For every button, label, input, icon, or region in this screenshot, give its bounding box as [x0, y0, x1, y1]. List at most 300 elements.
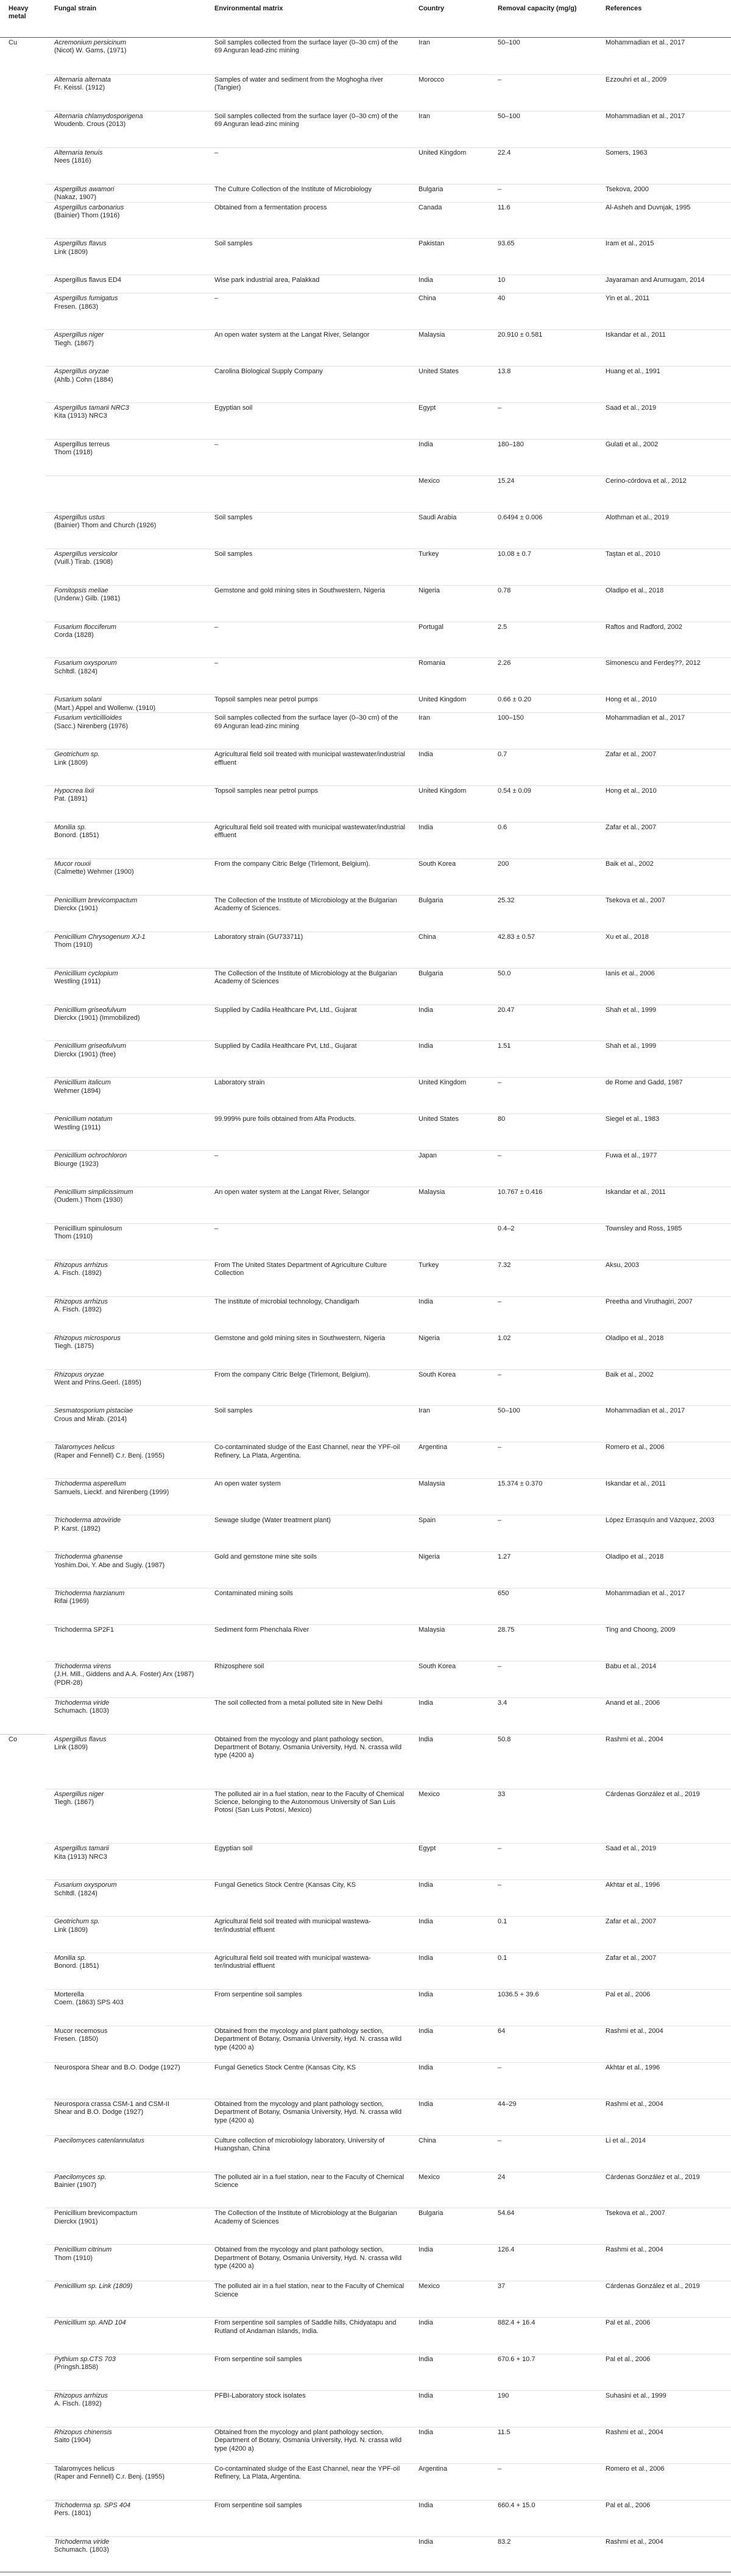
strain-author: Thom (1910): [54, 2254, 93, 2262]
country-cell: Iran: [410, 712, 489, 749]
strain-author: Pers. (1801): [54, 2510, 91, 2518]
environmental-matrix-cell: Topsoil samples near petrol pumps: [206, 785, 410, 822]
strain-author: (Pringsh.1858): [54, 2364, 99, 2371]
strain-author: (Nicot) W. Gams, (1971): [54, 47, 127, 55]
strain-author: Fr. Keissl. (1912): [54, 84, 105, 92]
strain-cell: [46, 1843, 206, 1879]
strain-author: Kita (1913) NRC3: [54, 1853, 107, 1861]
strain-author: Thom (1910): [54, 1233, 93, 1241]
reference-cell: Pal et al., 2006: [597, 1989, 731, 2026]
country-cell: [410, 1223, 489, 1260]
strain-cell: [46, 2208, 206, 2244]
strain-cell: [46, 2026, 206, 2062]
country-cell: South Korea: [410, 858, 489, 895]
strain-name: Rhizopus arrhizus: [54, 1261, 108, 1269]
strain-author: Westling (1911): [54, 978, 101, 986]
reference-cell: Townsley and Ross, 1985: [597, 1223, 731, 1260]
environmental-matrix-cell: From the company Citric Belge (Tirlemont, Belgium).: [206, 1369, 410, 1406]
strain-cell: [46, 1442, 206, 1478]
header-environmental-matrix: Environmental matrix: [206, 0, 410, 38]
header-removal-capacity: Removal capacity (mg/g): [489, 0, 597, 38]
country-cell: Nigeria: [410, 1551, 489, 1588]
country-cell: United States: [410, 1114, 489, 1150]
removal-capacity-cell: 11.5: [489, 2427, 597, 2463]
country-cell: India: [410, 2500, 489, 2536]
strain-cell: [46, 1223, 206, 1260]
environmental-matrix-cell: Samples of water and sediment from the Moghogha river (Tangier): [206, 74, 410, 111]
environmental-matrix-cell: Obtained from the mycology and plant pathology section, Department of Botany, Osmania University, Hyd. N. crassa wild type (4200 a): [206, 2026, 410, 2062]
environmental-matrix-cell: The Collection of the Institute of Microbiology at the Bulgarian Academy of Sciences: [206, 968, 410, 1005]
strain-name: Fusarium verticillioides: [54, 714, 122, 722]
strain-name: Aspergillus ustus: [54, 513, 105, 521]
strain-name: Neurospora crassa CSM-1 and CSM-II: [54, 2100, 169, 2108]
country-cell: United Kingdom: [410, 785, 489, 822]
environmental-matrix-cell: Agricultural field soil treated with municipal wastewater/industrial effluent: [206, 822, 410, 858]
strain-cell: [46, 785, 206, 822]
reference-cell: Somers, 1963: [597, 147, 731, 184]
reference-cell: Akhtar et al., 1996: [597, 1879, 731, 1916]
strain-cell: [46, 694, 206, 712]
strain-cell: [46, 585, 206, 622]
strain-name: Penicillium ochrochloron: [54, 1152, 127, 1160]
strain-cell: [46, 822, 206, 858]
country-cell: Nigeria: [410, 585, 489, 622]
removal-capacity-cell: 0.6494 ± 0.006: [489, 512, 597, 549]
environmental-matrix-cell: Obtained from a fermentation process: [206, 202, 410, 239]
strain-author: (J.H. Mill., Giddens and A.A. Foster) Arx (1987) (PDR-28): [54, 1671, 194, 1686]
environmental-matrix-cell: Agricultural field soil treated with municipal wastewa-ter/industrial effluent: [206, 1916, 410, 1953]
removal-capacity-cell: 50–100: [498, 39, 520, 46]
strain-name: Penicillium Chrysogenum XJ-1: [54, 933, 146, 941]
strain-cell: [46, 749, 206, 785]
strain-name: Penicillium simplicissimum: [54, 1188, 133, 1196]
strain-cell: [46, 2390, 206, 2427]
strain-cell: [46, 1588, 206, 1624]
country-cell: India: [410, 2317, 489, 2354]
strain-cell: [46, 1953, 206, 1989]
reference-cell: Preetha and Viruthagiri, 2007: [597, 1296, 731, 1333]
environmental-matrix-cell: Supplied by Cadila Healthcare Pvt, Ltd., Gujarat: [206, 1005, 410, 1041]
reference-cell: Hong et al., 2010: [597, 785, 731, 822]
country-cell: India: [410, 2536, 489, 2573]
environmental-matrix-cell: The Culture Collection of the Institute of Microbiology: [206, 184, 410, 202]
strain-author: Pat. (1891): [54, 795, 88, 803]
removal-capacity-cell: 126.4: [489, 2244, 597, 2281]
strain-name: Aspergillus oryzae: [54, 368, 109, 376]
reference-cell: Shah et al., 1999: [597, 1041, 731, 1077]
reference-cell: Mohammadian et al., 2017: [597, 111, 731, 147]
removal-capacity-cell: 2.5: [489, 622, 597, 658]
reference-cell: Cerino-córdova et al., 2012: [597, 476, 731, 512]
country-cell: Saudi Arabia: [410, 512, 489, 549]
environmental-matrix-cell: Carolina Biological Supply Company: [206, 366, 410, 402]
strain-name: Paecilomyces catenlannulatus: [54, 2136, 144, 2144]
strain-cell: [46, 1150, 206, 1187]
environmental-matrix-cell: Soil samples: [206, 549, 410, 585]
removal-capacity-cell: 0.6: [489, 822, 597, 858]
environmental-matrix-cell: Culture collection of microbiology laboratory, University of Huangshan, China: [206, 2135, 410, 2172]
environmental-matrix-cell: An open water system: [206, 1478, 410, 1515]
strain-author: Samuels, Lieckf. and Nirenberg (1999): [54, 1488, 169, 1496]
country-cell: [410, 1588, 489, 1624]
strain-author: Went and Prins.Geerl. (1895): [54, 1378, 141, 1386]
removal-capacity-cell: –: [489, 1843, 597, 1879]
removal-capacity-cell: 10: [489, 275, 597, 293]
environmental-matrix-cell: Agricultural field soil treated with municipal wastewater/industrial effluent: [206, 749, 410, 785]
reference-cell: Pal et al., 2006: [597, 2317, 731, 2354]
removal-capacity-cell: 0.78: [489, 585, 597, 622]
strain-name: Paecilomyces sp.: [54, 2173, 107, 2181]
strain-cell: [46, 1916, 206, 1953]
strain-name: Aspergillus terreus: [54, 440, 110, 448]
environmental-matrix-cell: PFBI-Laboratory stock isolates: [206, 2390, 410, 2427]
strain-author: Bonord. (1851): [54, 832, 99, 840]
strain-cell: [46, 1333, 206, 1369]
strain-name: Monilia sp.: [54, 823, 87, 831]
heavy-metal-label: Co: [9, 1735, 18, 1743]
environmental-matrix-cell: Obtained from the mycology and plant pathology section, Department of Botany, Osmania University, Hyd. N. crassa wild type (4200 a): [206, 1734, 410, 1789]
strain-cell: [46, 184, 206, 202]
reference-cell: Akhtar et al., 1996: [597, 2062, 731, 2099]
strain-cell: [46, 2244, 206, 2281]
country-cell: Mexico: [410, 2281, 489, 2317]
removal-capacity-cell: 11.6: [489, 202, 597, 239]
environmental-matrix-cell: Obtained from the mycology and plant pathology section, Department of Botany, Osmania University, Hyd. N. crassa wild type (4200 a): [206, 2427, 410, 2463]
header-fungal-strain: Fungal strain: [46, 0, 206, 38]
strain-name: Trichoderma atroviride: [54, 1517, 121, 1525]
reference-cell: Iskandar et al., 2011: [597, 1478, 731, 1515]
removal-capacity-cell: 0.4–2: [489, 1223, 597, 1260]
country-cell: India: [410, 1953, 489, 1989]
strain-name: Penicillium griseofulvum: [54, 1042, 126, 1050]
strain-cell: [46, 1624, 206, 1661]
reference-cell: Oladipo et al., 2018: [597, 1551, 731, 1588]
strain-name: Aspergillus niger: [54, 1790, 104, 1798]
strain-author: Tiegh. (1867): [54, 1798, 94, 1806]
strain-name: Trichoderma viride: [54, 1699, 110, 1707]
environmental-matrix-cell: From serpentine soil samples: [206, 2500, 410, 2536]
strain-name: Aspergillus awamori: [54, 185, 115, 193]
reference-cell: de Rome and Gadd, 1987: [597, 1077, 731, 1114]
strain-author: Rifai (1969): [54, 1598, 89, 1606]
reference-cell: Li et al., 2014: [597, 2135, 731, 2172]
strain-cell: [46, 1296, 206, 1333]
strain-cell: [46, 2427, 206, 2463]
reference-cell: Mohammadian et al., 2017: [606, 39, 685, 46]
removal-capacity-cell: 44–29: [489, 2099, 597, 2135]
country-cell: India: [410, 1296, 489, 1333]
reference-cell: Yin et al., 2011: [597, 293, 731, 329]
strain-cell: [46, 2463, 206, 2500]
country-cell: India: [410, 1005, 489, 1041]
strain-cell: [46, 1077, 206, 1114]
country-cell: India: [410, 2390, 489, 2427]
strain-cell: [46, 622, 206, 658]
strain-name: Penicillium spinulosum: [54, 1224, 122, 1232]
strain-name: Alternaria tenuis: [54, 149, 103, 156]
environmental-matrix-cell: –: [206, 1150, 410, 1187]
strain-name: Morterella: [54, 1990, 84, 1998]
removal-capacity-cell: 660.4 + 15.0: [489, 2500, 597, 2536]
removal-capacity-cell: –: [489, 74, 597, 111]
reference-cell: Iskandar et al., 2011: [597, 329, 731, 366]
environmental-matrix-cell: Sewage sludge (Water treatment plant): [206, 1515, 410, 1551]
strain-author: (Underw.) Gilb. (1981): [54, 595, 121, 602]
country-cell: India: [410, 1879, 489, 1916]
strain-name: Trichoderma SP2F1: [54, 1626, 115, 1634]
strain-author: (Raper and Fennell) C.r. Benj. (1955): [54, 1451, 164, 1459]
strain-cell: [46, 329, 206, 366]
reference-cell: Mohammadian et al., 2017: [597, 1405, 731, 1442]
removal-capacity-cell: 0.54 ± 0.09: [489, 785, 597, 822]
removal-capacity-cell: 200: [489, 858, 597, 895]
country-cell: Nigeria: [410, 1333, 489, 1369]
strain-name: Trichoderma asperellum: [54, 1480, 126, 1488]
strain-cell: [46, 658, 206, 694]
strain-name: Penicillium brevicompactum: [54, 896, 138, 904]
strain-name: Fusarium flocciferum: [54, 623, 117, 631]
removal-capacity-cell: 1036.5 + 39.6: [489, 1989, 597, 2026]
reference-cell: Saad et al., 2019: [597, 1843, 731, 1879]
strain-name: Mucor recemosus: [54, 2027, 108, 2035]
removal-capacity-cell: 42.83 ± 0.57: [489, 932, 597, 968]
environmental-matrix-cell: Rhizosphere soil: [206, 1661, 410, 1697]
removal-capacity-cell: 190: [489, 2390, 597, 2427]
strain-cell: [46, 1879, 206, 1916]
strain-name: Aspergillus carbonarius: [54, 203, 124, 211]
environmental-matrix-cell: The polluted air in a fuel station, near to the Faculty of Chemical Science, belonging to the Autonomous University of San Luis Potosí (San Luis Potosí, Mexico): [206, 1789, 410, 1844]
strain-author: (Nakaz, 1907): [54, 194, 97, 202]
reference-cell: Baik et al., 2002: [597, 1369, 731, 1406]
strain-author: Tiegh. (1867): [54, 339, 94, 347]
strain-cell: [46, 2172, 206, 2208]
strain-cell: [46, 2135, 206, 2172]
strain-name: Penicillium italicum: [54, 1079, 111, 1087]
removal-capacity-cell: 93.65: [489, 238, 597, 275]
strain-cell: [46, 1661, 206, 1697]
removal-capacity-cell: 3.4: [489, 1697, 597, 1734]
strain-name: Fomitopsis meliae: [54, 586, 108, 594]
removal-capacity-cell: –: [489, 1442, 597, 1478]
removal-capacity-cell: 15.374 ± 0.370: [489, 1478, 597, 1515]
removal-capacity-cell: 180–180: [489, 439, 597, 476]
strain-author: (Raper and Fennell) C.r. Benj. (1955): [54, 2473, 164, 2481]
strain-cell: [46, 402, 206, 439]
strain-name: Aspergillus fumigatus: [54, 295, 118, 303]
strain-author: Link (1809): [54, 1744, 88, 1752]
removal-capacity-cell: 50.8: [489, 1734, 597, 1789]
environmental-matrix-cell: Co-contaminated sludge of the East Channel, near the YPF-oil Refinery, La Plata, Argentina.: [206, 1442, 410, 1478]
removal-capacity-cell: 100–150: [489, 712, 597, 749]
strain-author: Nees (1816): [54, 157, 91, 165]
reference-cell: Ianis et al., 2006: [597, 968, 731, 1005]
reference-cell: Zafar et al., 2007: [597, 749, 731, 785]
country-cell: India: [410, 2099, 489, 2135]
environmental-matrix-cell: Fungal Genetics Stock Centre (Kansas City, KS: [206, 1879, 410, 1916]
country-cell: Pakistan: [410, 238, 489, 275]
environmental-matrix-cell: Egyptian soil: [206, 1843, 410, 1879]
environmental-matrix-cell: –: [206, 622, 410, 658]
strain-cell: [46, 111, 206, 147]
strain-name: Monilia sp.: [54, 1954, 87, 1962]
environmental-matrix-cell: Soil samples: [206, 512, 410, 549]
reference-cell: Zafar et al., 2007: [597, 822, 731, 858]
strain-name: Penicillium sp. Link (1809): [54, 2283, 133, 2290]
removal-capacity-cell: 80: [489, 1114, 597, 1150]
reference-cell: Mohammadian et al., 2017: [597, 1588, 731, 1624]
environmental-matrix-cell: Gemstone and gold mining sites in Southwestern, Nigeria: [206, 1333, 410, 1369]
strain-name: Aspergillus niger: [54, 331, 104, 339]
strain-cell: [46, 895, 206, 932]
strain-author: A. Fisch. (1892): [54, 2400, 102, 2408]
environmental-matrix-cell: –: [206, 1223, 410, 1260]
reference-cell: Cárdenas González et al., 2019: [597, 2172, 731, 2208]
removal-capacity-cell: –: [489, 1661, 597, 1697]
strain-cell: [46, 512, 206, 549]
country-cell: Malaysia: [410, 1478, 489, 1515]
strain-author: Schumach. (1803): [54, 2546, 109, 2553]
removal-capacity-cell: –: [489, 184, 597, 202]
environmental-matrix-cell: Laboratory strain (GU733711): [206, 932, 410, 968]
removal-capacity-cell: 50.0: [489, 968, 597, 1005]
removal-capacity-cell: 10.767 ± 0.416: [489, 1187, 597, 1223]
country-cell: India: [410, 2062, 489, 2099]
reference-cell: Saad et al., 2019: [597, 402, 731, 439]
strain-author: Dierckx (1901): [54, 905, 98, 913]
environmental-matrix-cell: –: [206, 147, 410, 184]
strain-name: Fusarium oxysporum: [54, 1881, 117, 1889]
environmental-matrix-cell: The Collection of the Institute of Microbiology at the Bulgarian Academy of Sciences.: [206, 895, 410, 932]
reference-cell: Taştan et al., 2010: [597, 549, 731, 585]
reference-cell: Suhasini et al., 1999: [597, 2390, 731, 2427]
removal-capacity-cell: 40: [489, 293, 597, 329]
environmental-matrix-cell: An open water system at the Langat River, Selangor: [206, 329, 410, 366]
strain-name: Pythium sp.CTS 703: [54, 2356, 116, 2364]
strain-name: Mucor rouxii: [54, 860, 91, 868]
removal-capacity-cell: –: [489, 2135, 597, 2172]
reference-cell: Zafar et al., 2007: [597, 1916, 731, 1953]
strain-author: Shear and B.O. Dodge (1927): [54, 2108, 144, 2116]
removal-capacity-cell: –: [489, 2062, 597, 2099]
environmental-matrix-cell: Soil samples collected from the surface layer (0–30 cm) of the 69 Anguran lead-zinc mining: [206, 111, 410, 147]
reference-cell: Tsekova et al., 2007: [597, 895, 731, 932]
strain-name: Penicillium citrinum: [54, 2246, 112, 2254]
environmental-matrix-cell: [206, 2536, 410, 2573]
country-cell: Mexico: [410, 1789, 489, 1844]
environmental-matrix-cell: Egyptian soil: [206, 402, 410, 439]
reference-cell: Alothman et al., 2019: [597, 512, 731, 549]
strain-cell: [46, 38, 206, 74]
country-cell: Turkey: [410, 1260, 489, 1296]
strain-cell: [46, 1478, 206, 1515]
reference-cell: Huang et al., 1991: [597, 366, 731, 402]
country-cell: Iran: [410, 111, 489, 147]
strain-name: Penicillium sp. AND 104: [54, 2319, 126, 2327]
reference-cell: Xu et al., 2018: [597, 932, 731, 968]
country-cell: Spain: [410, 1515, 489, 1551]
strain-author: Schltdl. (1824): [54, 1889, 97, 1897]
strain-author: (Sacc.) Nirenberg (1976): [54, 722, 129, 730]
reference-cell: Romero et al., 2006: [597, 1442, 731, 1478]
environmental-matrix-cell: Contaminated mining soils: [206, 1588, 410, 1624]
strain-name: Alternaria alternata: [54, 75, 111, 83]
removal-capacity-cell: –: [489, 1150, 597, 1187]
strain-author: P. Karst. (1892): [54, 1525, 101, 1532]
strain-author: (Bainier) Thom (1916): [54, 211, 120, 219]
removal-capacity-cell: 1.51: [489, 1041, 597, 1077]
environmental-matrix-cell: Laboratory strain: [206, 1077, 410, 1114]
header-country: Country: [410, 0, 489, 38]
environmental-matrix-cell: From serpentine soil samples: [206, 2354, 410, 2390]
strain-cell: [46, 1369, 206, 1406]
country-cell: United Kingdom: [410, 147, 489, 184]
country-cell: United Kingdom: [410, 694, 489, 712]
strain-author: A. Fisch. (1892): [54, 1306, 102, 1314]
environmental-matrix-cell: From serpentine soil samples of Saddle hills, Chidyatapu and Rutland of Andaman Islands, India.: [206, 2317, 410, 2354]
strain-name: Trichoderma ghanense: [54, 1553, 123, 1561]
strain-author: (Calmette) Wehmer (1900): [54, 868, 134, 876]
reference-cell: Rashmi et al., 2004: [597, 2244, 731, 2281]
strain-cell: [46, 2281, 206, 2317]
strain-name: Aspergillus versicolor: [54, 550, 118, 558]
reference-cell: Cárdenas González et al., 2019: [597, 1789, 731, 1844]
country-cell: Romania: [410, 658, 489, 694]
strain-cell: [46, 202, 206, 239]
reference-cell: Pal et al., 2006: [597, 2500, 731, 2536]
heavy-metal-label: Cu: [9, 39, 18, 46]
country-cell: India: [410, 1041, 489, 1077]
reference-cell: Shah et al., 1999: [597, 1005, 731, 1041]
strain-name: Talaromyces helicus: [54, 2465, 115, 2472]
strain-cell: [46, 2354, 206, 2390]
country-cell: Bulgaria: [410, 968, 489, 1005]
strain-cell: [46, 366, 206, 402]
reference-cell: Rashmi et al., 2004: [597, 2536, 731, 2573]
removal-capacity-cell: 1.27: [489, 1551, 597, 1588]
reference-cell: Zafar et al., 2007: [597, 1953, 731, 1989]
strain-name: Rhizopus oryzae: [54, 1370, 104, 1378]
country-cell: Mexico: [410, 2172, 489, 2208]
reference-cell: Baik et al., 2002: [597, 858, 731, 895]
strain-author: (Vuill.) Tirab. (1908): [54, 558, 113, 566]
reference-cell: Ting and Choong, 2009: [597, 1624, 731, 1661]
country-cell: Egypt: [410, 1843, 489, 1879]
reference-cell: Ezzouhri et al., 2009: [597, 74, 731, 111]
strain-author: (Mart.) Appel and Wollenw. (1910): [54, 704, 156, 712]
removal-capacity-cell: 882.4 + 16.4: [489, 2317, 597, 2354]
strain-name: Neurospora Shear and B.O. Dodge (1927): [54, 2063, 180, 2071]
reference-cell: Rashmi et al., 2004: [597, 1734, 731, 1789]
strain-cell: [46, 549, 206, 585]
strain-name: Sesmatosporium pistaciae: [54, 1407, 133, 1415]
removal-capacity-cell: 7.32: [489, 1260, 597, 1296]
removal-capacity-cell: 28.75: [489, 1624, 597, 1661]
strain-name: Penicillium notatum: [54, 1115, 113, 1123]
country-cell: Iran: [410, 1405, 489, 1442]
removal-capacity-cell: –: [489, 1369, 597, 1406]
strain-name: Trichoderma sp. SPS 404: [54, 2501, 131, 2509]
removal-capacity-cell: 20.910 ± 0.581: [489, 329, 597, 366]
strain-author: Coem. (1863) SPS 403: [54, 1999, 124, 2007]
reference-cell: Romero et al., 2006: [597, 2463, 731, 2500]
strain-author: (Bainier) Thom and Church (1926): [54, 522, 157, 530]
removal-capacity-cell: –: [489, 1296, 597, 1333]
removal-capacity-cell: 10.08 ± 0.7: [489, 549, 597, 585]
country-cell: China: [410, 2135, 489, 2172]
environmental-matrix-cell: Fungal Genetics Stock Centre (Kansas City, KS: [206, 2062, 410, 2099]
strain-name: Penicillium cyclopium: [54, 969, 118, 977]
environmental-matrix-cell: The Collection of the Institute of Microbiology at the Bulgarian Academy of Sciences: [206, 2208, 410, 2244]
